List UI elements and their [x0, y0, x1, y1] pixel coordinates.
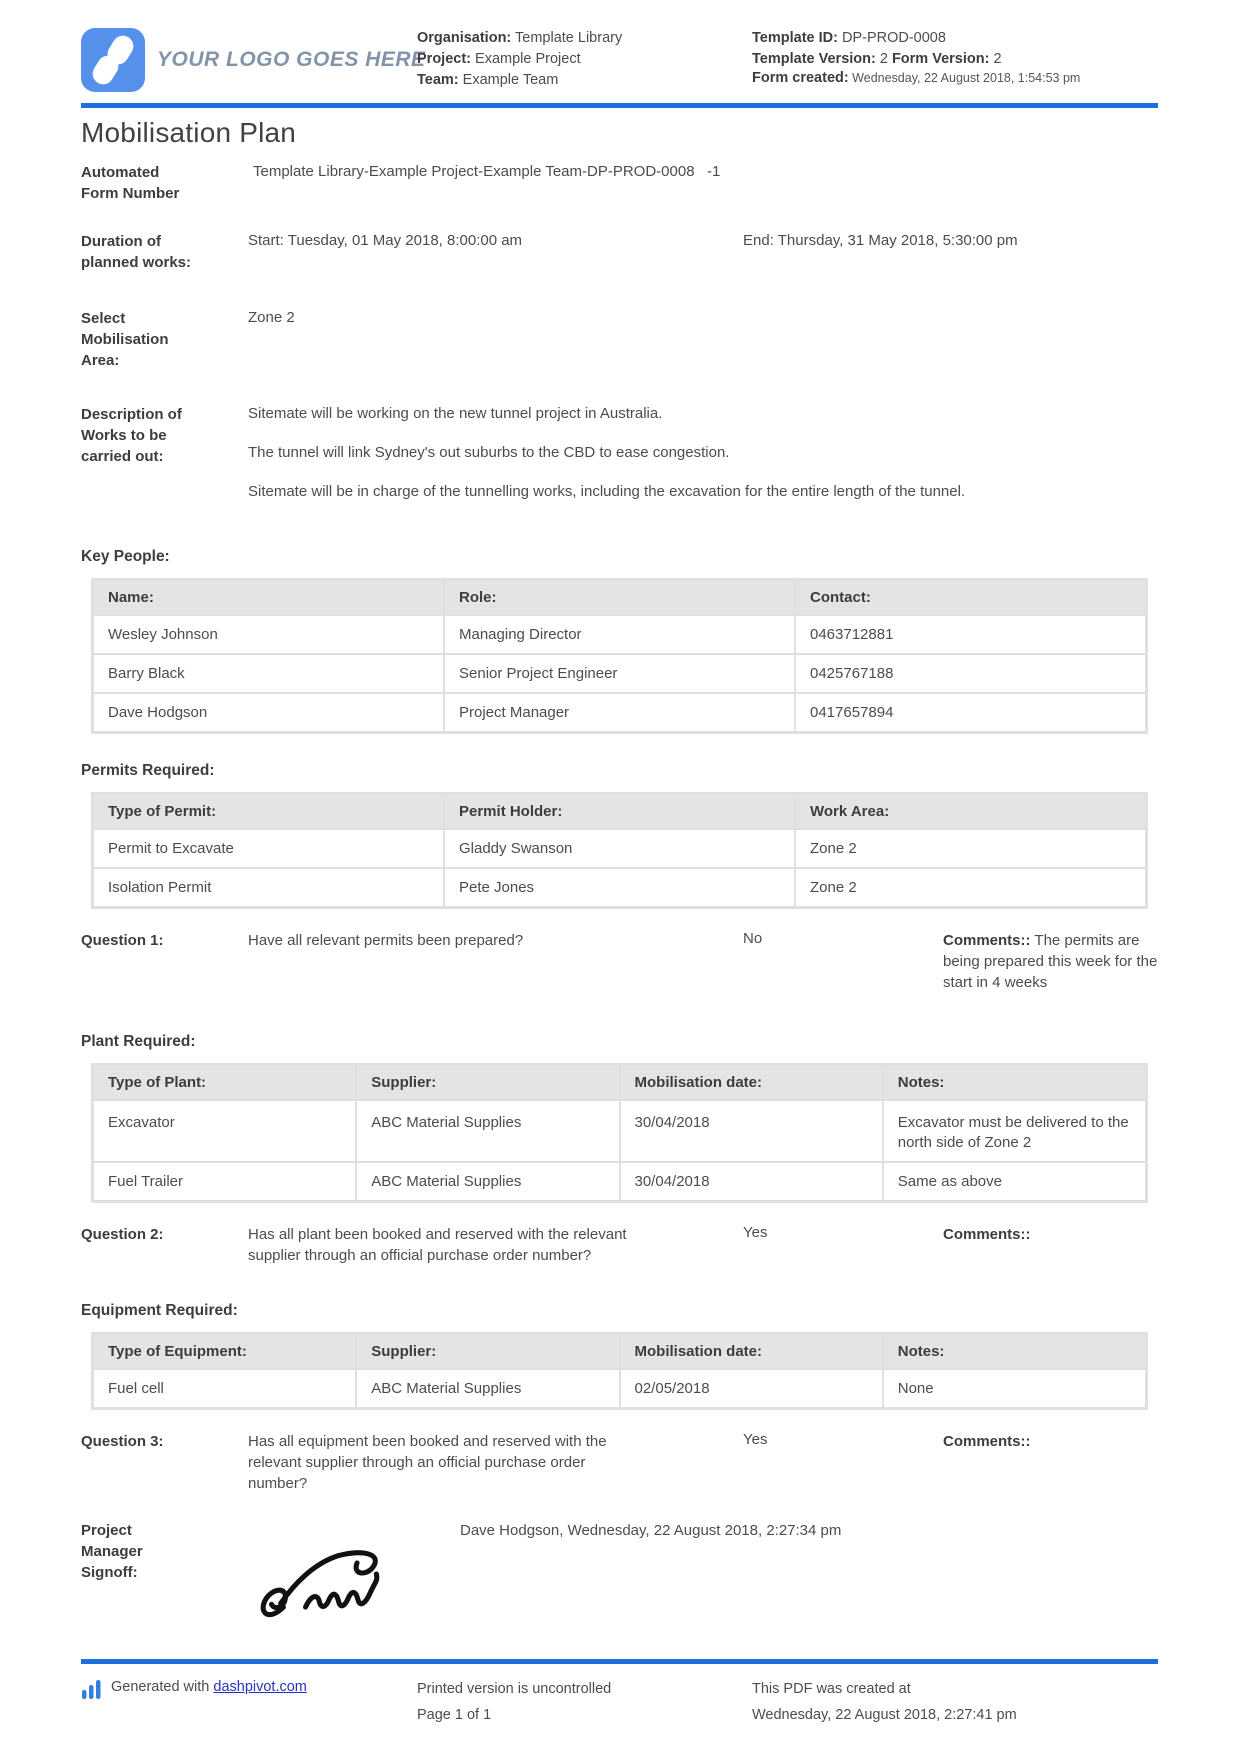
table-cell: ABC Material Supplies [357, 1163, 618, 1200]
question-2-row [81, 1224, 1158, 1266]
page-number: Page 1 of 1 [417, 1707, 492, 1723]
permits-table [91, 792, 1148, 909]
signoff-value: Dave Hodgson, Wednesday, 22 August 2018, 2:27:34 pm [460, 1522, 842, 1539]
table-header-row [94, 1066, 1145, 1099]
question-comments: Comments:: [943, 1226, 1031, 1243]
table-row [94, 1163, 1145, 1200]
question-label: Question 1: [81, 932, 164, 949]
table-cell: 30/04/2018 [621, 1101, 882, 1161]
field-duration [81, 231, 1158, 273]
column-header: Type of Plant: [94, 1066, 355, 1099]
table-cell: Excavator must be delivered to the north side of Zone 2 [884, 1101, 1145, 1161]
field-value [248, 404, 1158, 502]
column-header: Contact: [796, 581, 1145, 614]
table-cell: 30/04/2018 [621, 1163, 882, 1200]
document-header [81, 28, 1158, 92]
footer-printed-info [417, 1676, 752, 1728]
signature-image [248, 1520, 460, 1624]
field-label: Duration of planned works: [81, 233, 192, 271]
duration-start: Start: Tuesday, 01 May 2018, 8:00:00 am [248, 232, 523, 249]
field-value: Zone 2 [248, 309, 295, 326]
table-row [94, 830, 1145, 867]
field-mobilisation-area [81, 308, 1158, 371]
company-logo [81, 28, 426, 92]
column-header: Supplier: [357, 1066, 618, 1099]
template-id-line: Template ID: DP-PROD-0008 [752, 30, 946, 46]
table-cell: ABC Material Supplies [357, 1370, 618, 1407]
plant-table [91, 1063, 1148, 1203]
field-description-of-works [81, 404, 1158, 502]
question-3-row [81, 1431, 1158, 1494]
question-comments: Comments:: The permits are being prepared this week for the start in 4 weeks [943, 932, 1162, 991]
table-cell: Barry Black [94, 655, 443, 692]
table-cell: Excavator [94, 1101, 355, 1161]
table-row [94, 694, 1145, 731]
table-cell: Gladdy Swanson [445, 830, 794, 867]
table-row [94, 1101, 1145, 1161]
question-label: Question 2: [81, 1226, 164, 1243]
table-cell: Pete Jones [445, 869, 794, 906]
table-cell: Project Manager [445, 694, 794, 731]
pdf-created-label: This PDF was created at [752, 1681, 911, 1697]
team-line: Team: Example Team [417, 72, 559, 88]
column-header: Notes: [884, 1335, 1145, 1368]
table-row [94, 869, 1145, 906]
question-answer: Yes [743, 1431, 768, 1448]
organisation-line: Organisation: Template Library [417, 30, 623, 46]
description-paragraph: Sitemate will be in charge of the tunnelling works, including the excavation for the entire length of the tunnel. [248, 483, 966, 500]
signature-glyph [248, 1528, 398, 1620]
table-cell: Same as above [884, 1163, 1145, 1200]
equipment-heading: Equipment Required: [81, 1302, 238, 1319]
field-label: Description of Works to be carried out: [81, 406, 182, 465]
footer-generated-with [81, 1676, 417, 1728]
table-cell: Dave Hodgson [94, 694, 443, 731]
document-footer [81, 1659, 1158, 1728]
version-line: Template Version: 2 Form Version: 2 [752, 51, 1002, 67]
table-cell: Zone 2 [796, 830, 1145, 867]
question-answer: No [743, 930, 763, 947]
column-header: Mobilisation date: [621, 1066, 882, 1099]
table-header-row [94, 795, 1145, 828]
header-meta-left [417, 28, 752, 91]
field-value [248, 231, 1158, 251]
question-text: Has all plant been booked and reserved with the relevant supplier through an official purchase order number? [248, 1226, 627, 1264]
field-label: Select Mobilisation Area: [81, 310, 169, 369]
question-text: Have all relevant permits been prepared? [248, 932, 524, 949]
logo-placeholder-text: YOUR LOGO GOES HERE [157, 48, 426, 71]
description-paragraph: Sitemate will be working on the new tunnel project in Australia. [248, 405, 663, 422]
printed-uncontrolled-text: Printed version is uncontrolled [417, 1681, 612, 1697]
column-header: Supplier: [357, 1335, 618, 1368]
table-header-row [94, 1335, 1145, 1368]
duration-end: End: Thursday, 31 May 2018, 5:30:00 pm [743, 232, 1018, 249]
field-automated-form-number [81, 162, 1158, 204]
table-cell: 0463712881 [796, 616, 1145, 653]
dashpivot-link[interactable]: dashpivot.com [213, 1679, 307, 1695]
column-header: Type of Equipment: [94, 1335, 355, 1368]
pdf-created-timestamp: Wednesday, 22 August 2018, 2:27:41 pm [752, 1707, 1017, 1723]
field-value: Template Library-Example Project-Example Team-DP-PROD-0008 -1 [253, 163, 721, 180]
column-header: Permit Holder: [445, 795, 794, 828]
signoff-label: Project Manager Signoff: [81, 1522, 143, 1581]
table-cell: ABC Material Supplies [357, 1101, 618, 1161]
field-label: Automated Form Number [81, 164, 180, 202]
description-paragraph: The tunnel will link Sydney's out suburbs to the CBD to ease congestion. [248, 444, 730, 461]
project-line: Project: Example Project [417, 51, 581, 67]
equipment-table [91, 1332, 1148, 1410]
question-1-row [81, 930, 1162, 993]
table-cell: Managing Director [445, 616, 794, 653]
header-meta-right [752, 28, 1158, 87]
key-people-heading: Key People: [81, 548, 170, 565]
table-cell: Isolation Permit [94, 869, 443, 906]
column-header: Role: [445, 581, 794, 614]
column-header: Mobilisation date: [621, 1335, 882, 1368]
question-answer: Yes [743, 1224, 768, 1241]
table-cell: 0425767188 [796, 655, 1145, 692]
table-row [94, 655, 1145, 692]
key-people-table [91, 578, 1148, 734]
table-cell: 0417657894 [796, 694, 1145, 731]
table-cell: Senior Project Engineer [445, 655, 794, 692]
column-header: Work Area: [796, 795, 1145, 828]
footer-created-info [752, 1676, 1158, 1728]
table-header-row [94, 581, 1145, 614]
dashpivot-bars-icon [81, 1678, 103, 1700]
form-created-line: Form created: Wednesday, 22 August 2018, 1:54:53 pm [752, 70, 1081, 86]
question-label: Question 3: [81, 1433, 164, 1450]
table-row [94, 1370, 1145, 1407]
column-header: Type of Permit: [94, 795, 443, 828]
plant-heading: Plant Required: [81, 1033, 196, 1050]
table-cell: Permit to Excavate [94, 830, 443, 867]
project-manager-signoff [81, 1520, 1158, 1624]
logo-badge-icon [81, 28, 145, 92]
page-title: Mobilisation Plan [81, 117, 297, 148]
table-cell: 02/05/2018 [621, 1370, 882, 1407]
question-comments: Comments:: [943, 1433, 1031, 1450]
table-cell: Wesley Johnson [94, 616, 443, 653]
question-text: Has all equipment been booked and reserved with the relevant supplier through an official purchase order number? [248, 1433, 607, 1492]
table-cell: None [884, 1370, 1145, 1407]
column-header: Notes: [884, 1066, 1145, 1099]
table-cell: Fuel cell [94, 1370, 355, 1407]
footer-divider [81, 1659, 1158, 1664]
generated-with-text: Generated with dashpivot.com [111, 1679, 307, 1695]
permits-heading: Permits Required: [81, 762, 215, 779]
header-divider [81, 103, 1158, 108]
table-cell: Zone 2 [796, 869, 1145, 906]
table-cell: Fuel Trailer [94, 1163, 355, 1200]
table-row [94, 616, 1145, 653]
column-header: Name: [94, 581, 443, 614]
